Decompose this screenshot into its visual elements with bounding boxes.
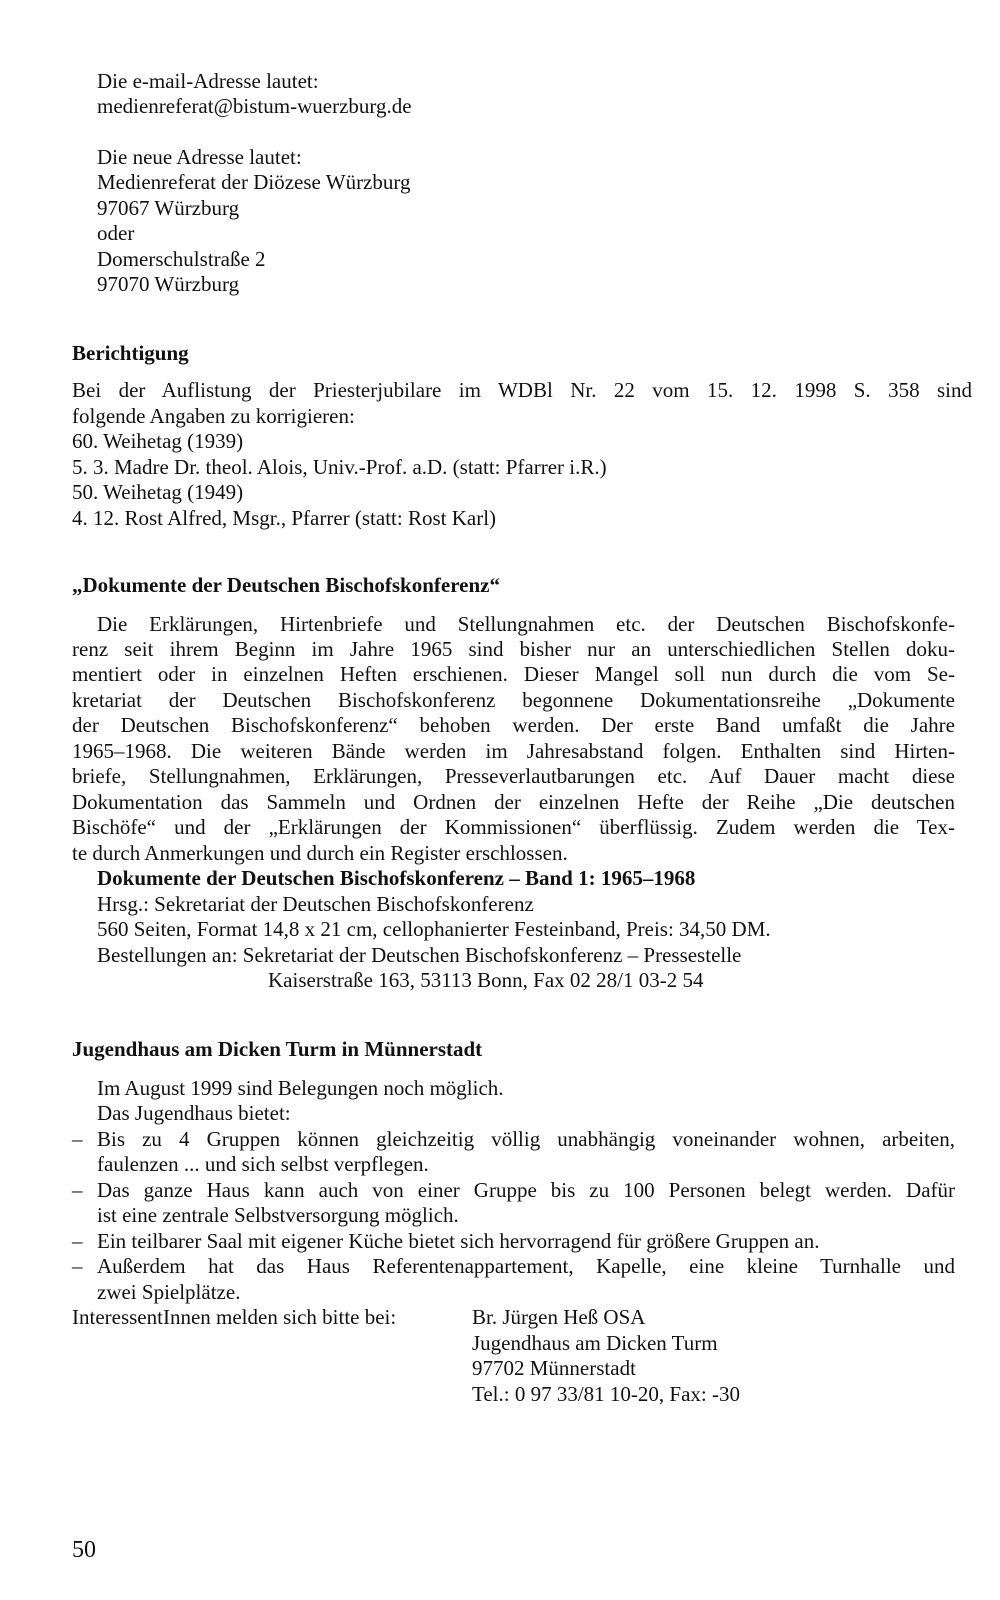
correction-item: 4. 12. Rost Alfred, Msgr., Pfarrer (statt: Rost Karl) [72, 506, 497, 530]
documents-body-line: Bischöfe“ und der „Erklärungen der Kommissionen“ überflüssig. Zudem werden die Tex- [72, 815, 955, 839]
documents-body-line: briefe, Stellungnahmen, Erklärungen, Presseverlautbarungen etc. Auf Dauer macht diese [72, 764, 955, 788]
bullet-line: Ein teilbarer Saal mit eigener Küche bietet sich hervorragend für größere Gruppen an. [97, 1229, 820, 1253]
correction-item: 50. Weihetag (1949) [72, 480, 244, 504]
bullet-dash: – [72, 1254, 83, 1278]
documents-body-line: Dokumentation das Sammeln und Ordnen der einzelnen Hefte der Reihe „Die deutschen [72, 790, 955, 814]
correction-item: 5. 3. Madre Dr. theol. Alois, Univ.-Prof. a.D. (statt: Pfarrer i.R.) [72, 455, 607, 479]
email-address: medienreferat@bistum-wuerzburg.de [97, 94, 412, 118]
documents-body-line: kretariat der Deutschen Bischofskonferenz begonnene Dokumentationsreihe „Dokumente [72, 688, 955, 712]
address-line: 97070 Würzburg [97, 272, 240, 296]
bullet-dash: – [72, 1127, 83, 1151]
documents-body-line: der Deutschen Bischofskonferenz“ behoben werden. Der erste Band umfaßt die Jahre [72, 713, 955, 737]
address-line: Domerschulstraße 2 [97, 247, 266, 271]
address-line: 97067 Würzburg [97, 196, 240, 220]
book-order: Bestellungen an: Sekretariat der Deutschen Bischofskonferenz – Pressestelle [97, 943, 742, 967]
book-publisher: Hrsg.: Sekretariat der Deutschen Bischofskonferenz [97, 892, 534, 916]
address-line: oder [97, 221, 135, 245]
youth-house-intro: Im August 1999 sind Belegungen noch möglich. [97, 1076, 504, 1100]
bullet-line: faulenzen ... und sich selbst verpflegen. [97, 1152, 429, 1176]
bullet-dash: – [72, 1178, 83, 1202]
correction-heading: Berichtigung [72, 341, 189, 365]
correction-intro-line: Bei der Auflistung der Priesterjubilare im WDBl Nr. 22 vom 15. 12. 1998 S. 358 sind [72, 378, 972, 402]
documents-body-line: mentiert oder in einzelnen Heften erschienen. Dieser Mangel soll nun durch die vom Se- [72, 662, 955, 686]
documents-body-line: renz seit ihrem Beginn im Jahre 1965 sind bisher nur an unterschiedlichen Stellen doku- [72, 637, 955, 661]
bullet-line: Bis zu 4 Gruppen können gleichzeitig völlig unabhängig voneinander wohnen, arbeiten, [97, 1127, 955, 1151]
documents-body-line: 1965–1968. Die weiteren Bände werden im Jahresabstand folgen. Enthalten sind Hirten- [72, 739, 955, 763]
book-format: 560 Seiten, Format 14,8 x 21 cm, cellophanierter Festeinband, Preis: 34,50 DM. [97, 917, 771, 941]
contact-line: 97702 Münnerstadt [472, 1356, 636, 1380]
bullet-line: ist eine zentrale Selbstversorgung möglich. [97, 1203, 459, 1227]
contact-label: InteressentInnen melden sich bitte bei: [72, 1305, 397, 1329]
bullet-dash: – [72, 1229, 83, 1253]
youth-house-heading: Jugendhaus am Dicken Turm in Münnerstadt [72, 1037, 483, 1061]
documents-heading: „Dokumente der Deutschen Bischofskonferenz“ [72, 573, 500, 597]
contact-line: Jugendhaus am Dicken Turm [472, 1331, 718, 1355]
book-order-address: Kaiserstraße 163, 53113 Bonn, Fax 02 28/1 03-2 54 [268, 968, 704, 992]
contact-line: Tel.: 0 97 33/81 10-20, Fax: -30 [472, 1382, 741, 1406]
correction-intro-line: folgende Angaben zu korrigieren: [72, 404, 355, 428]
bullet-line: Das ganze Haus kann auch von einer Gruppe bis zu 100 Personen belegt werden. Dafür [97, 1178, 955, 1202]
bullet-line: zwei Spielplätze. [97, 1280, 241, 1304]
contact-line: Br. Jürgen Heß OSA [472, 1305, 646, 1329]
documents-body-line: Die Erklärungen, Hirtenbriefe und Stellungnahmen etc. der Deutschen Bischofskonfe- [97, 612, 955, 636]
address-line: Medienreferat der Diözese Würzburg [97, 170, 411, 194]
youth-house-intro: Das Jugendhaus bietet: [97, 1101, 291, 1125]
bullet-line: Außerdem hat das Haus Referentenappartement, Kapelle, eine kleine Turnhalle und [97, 1254, 955, 1278]
page-number: 50 [72, 1537, 96, 1563]
email-label: Die e-mail-Adresse lautet: [97, 69, 319, 93]
address-label: Die neue Adresse lautet: [97, 145, 302, 169]
documents-body-line: te durch Anmerkungen und durch ein Register erschlossen. [72, 841, 568, 865]
book-title: Dokumente der Deutschen Bischofskonferenz – Band 1: 1965–1968 [97, 866, 696, 890]
correction-item: 60. Weihetag (1939) [72, 429, 244, 453]
